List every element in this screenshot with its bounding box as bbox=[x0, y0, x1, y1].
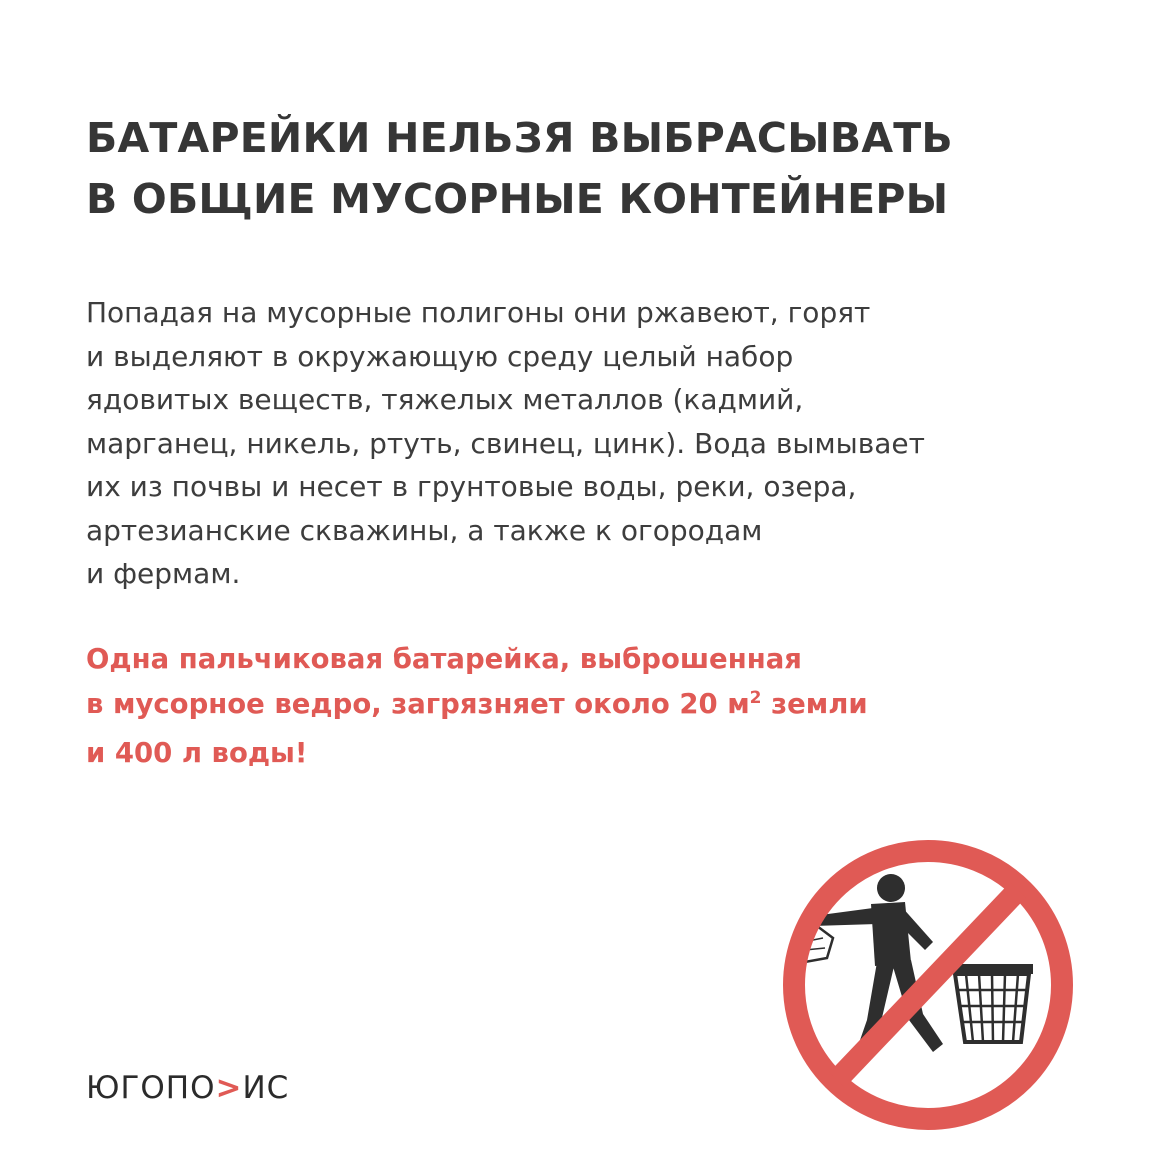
body-paragraph bbox=[86, 291, 1086, 596]
highlight-paragraph bbox=[86, 637, 1086, 776]
highlight-line-1: Одна пальчиковая батарейка, выброшенная bbox=[86, 643, 802, 675]
superscript-2: 2 bbox=[749, 688, 762, 708]
body-line-5: их из почвы и несет в грунтовые воды, реки, озера, bbox=[86, 470, 857, 503]
logo-mark: > bbox=[215, 1070, 243, 1106]
body-line-6: артезианские скважины, а также к огородам bbox=[86, 513, 763, 547]
highlight-line-2-text: в мусорное ведро, загрязняет около 20 м bbox=[86, 688, 750, 720]
brand-logo bbox=[86, 1070, 289, 1106]
body-line-1: Попадая на мусорные полигоны они ржавеют, горят bbox=[86, 296, 871, 329]
highlight-line-2-tail: земли bbox=[761, 688, 868, 720]
body-line-7: и фермам. bbox=[86, 557, 241, 590]
highlight-line-3: и 400 л воды! bbox=[86, 737, 308, 769]
highlight-line-2 bbox=[86, 682, 1086, 731]
body-line-4: марганец, никель, ртуть, свинец, цинк). Вода вымывает bbox=[86, 426, 925, 460]
body-line-3: ядовитых веществ, тяжелых металлов (кадмий, bbox=[86, 383, 804, 416]
title-line-1: БАТАРЕЙКИ НЕЛЬЗЯ ВЫБРАСЫВАТЬ bbox=[86, 114, 953, 162]
logo-part-2: ИС bbox=[242, 1070, 290, 1106]
page-title bbox=[86, 108, 1086, 230]
trash-bin-icon bbox=[949, 964, 1033, 1042]
body-line-2: и выделяют в окружающую среду целый набор bbox=[86, 339, 794, 373]
title-line-2: В ОБЩИЕ МУСОРНЫЕ КОНТЕЙНЕРЫ bbox=[86, 175, 949, 223]
logo-part-1: ЮГОПО bbox=[86, 1070, 216, 1106]
no-littering-icon bbox=[773, 830, 1083, 1140]
